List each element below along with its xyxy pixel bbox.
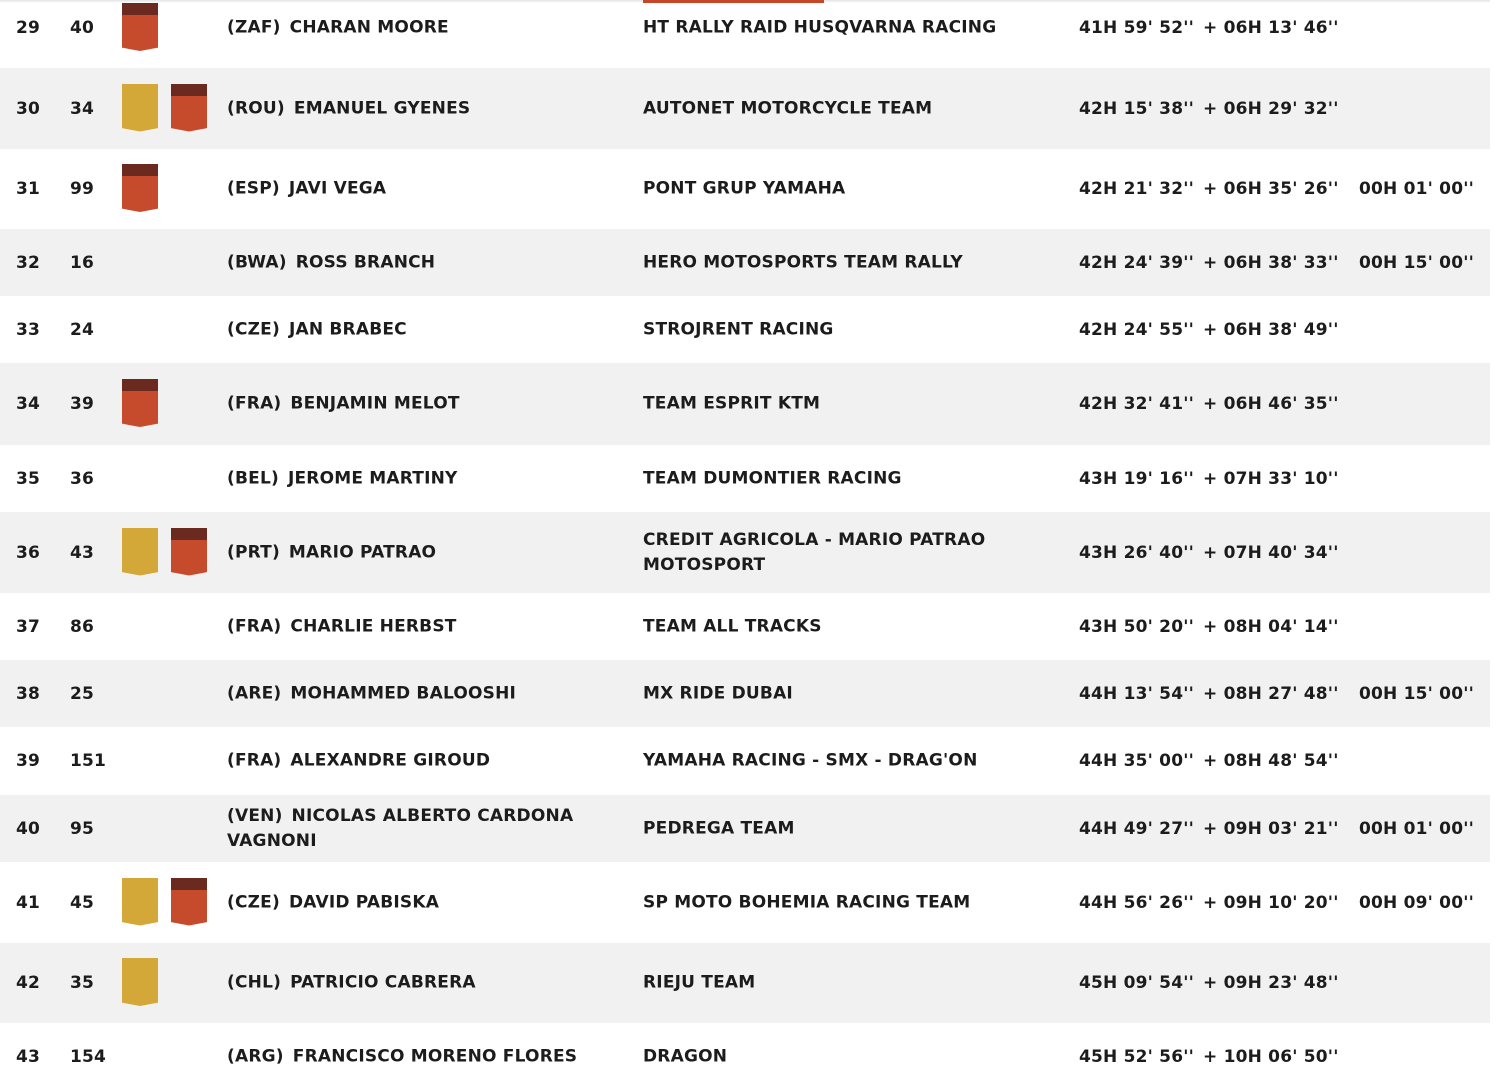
total-time-cell: 45H 52' 56'' (1079, 1046, 1195, 1067)
position-cell: 36 (16, 542, 41, 563)
red-flag-icon (122, 164, 158, 212)
rider-name[interactable]: JAN BRABEC (288, 319, 407, 339)
position-cell: 43 (16, 1046, 41, 1067)
total-time-cell: 42H 32' 41'' (1079, 394, 1195, 414)
position-cell: 42 (16, 973, 41, 993)
bib-number-cell: 36 (70, 468, 95, 489)
total-time-cell: 44H 49' 27'' (1079, 818, 1195, 839)
nationality-code: (FRA) (227, 616, 282, 636)
bib-number-cell: 154 (70, 1046, 107, 1067)
position-cell: 32 (16, 252, 41, 273)
bib-number-cell: 25 (70, 683, 95, 704)
total-time-cell: 41H 59' 52'' (1079, 18, 1195, 38)
rider-cell[interactable] (227, 890, 607, 915)
active-tab-indicator (643, 0, 824, 3)
gold-flag-icon (122, 878, 158, 926)
gap-cell: + 07H 40' 34'' (1203, 542, 1339, 563)
table-row[interactable] (0, 795, 1490, 862)
badges-cell (122, 305, 212, 355)
team-cell: HT RALLY RAID HUSQVARNA RACING (643, 17, 997, 38)
gap-cell: + 06H 35' 26'' (1203, 179, 1339, 199)
penalty-cell: 00H 01' 00'' (1359, 818, 1475, 839)
gold-flag-icon (122, 84, 158, 132)
gap-cell: + 06H 29' 32'' (1203, 98, 1339, 119)
rider-cell[interactable] (227, 1044, 607, 1069)
position-cell: 40 (16, 818, 41, 839)
gap-cell: + 10H 06' 50'' (1203, 1046, 1339, 1067)
bib-number-cell: 95 (70, 818, 95, 839)
badges-cell (122, 164, 212, 214)
team-cell: STROJRENT RACING (643, 319, 834, 339)
rider-name[interactable]: PATRICIO CABRERA (290, 972, 476, 993)
table-row[interactable] (0, 862, 1490, 943)
rider-cell[interactable] (227, 971, 607, 996)
rider-name[interactable]: ALEXANDRE GIROUD (290, 750, 491, 771)
position-cell: 41 (16, 892, 41, 913)
position-cell: 30 (16, 98, 41, 119)
nationality-code: (BEL) (227, 468, 279, 488)
flag-band (122, 379, 158, 391)
gold-flag-icon (122, 958, 158, 1006)
penalty-cell: 00H 09' 00'' (1359, 892, 1475, 913)
rider-cell[interactable] (227, 317, 607, 342)
nationality-code: (ESP) (227, 178, 280, 199)
red-flag-icon (171, 84, 207, 132)
total-time-cell: 43H 19' 16'' (1079, 468, 1195, 489)
flag-band (171, 878, 207, 890)
position-cell: 34 (16, 394, 41, 414)
team-cell: YAMAHA RACING - SMX - DRAG'ON (643, 750, 978, 771)
nationality-code: (CZE) (227, 319, 280, 339)
team-cell: AUTONET MOTORCYCLE TEAM (643, 98, 933, 118)
total-time-cell: 42H 24' 55'' (1079, 319, 1195, 340)
team-cell: TEAM ALL TRACKS (643, 616, 822, 636)
nationality-code: (ARG) (227, 1046, 284, 1066)
rider-cell[interactable] (227, 250, 607, 275)
team-cell: TEAM DUMONTIER RACING (643, 468, 902, 488)
rider-cell[interactable] (227, 96, 607, 121)
team-cell: DRAGON (643, 1046, 728, 1066)
rider-cell[interactable] (227, 466, 607, 491)
team-cell: SP MOTO BOHEMIA RACING TEAM (643, 892, 971, 912)
red-flag-icon (171, 878, 207, 926)
rider-name[interactable]: CHARLIE HERBST (290, 616, 457, 636)
table-row[interactable] (0, 0, 1490, 68)
table-row[interactable] (0, 363, 1490, 445)
badges-cell (122, 3, 212, 53)
position-cell: 37 (16, 616, 41, 637)
gap-cell: + 07H 33' 10'' (1203, 468, 1339, 489)
total-time-cell: 44H 56' 26'' (1079, 892, 1195, 913)
flag-band (171, 528, 207, 540)
badges-cell (122, 379, 212, 429)
nationality-code: (ZAF) (227, 17, 281, 38)
badges-cell (122, 958, 212, 1008)
gap-cell: + 06H 38' 49'' (1203, 319, 1339, 340)
badges-cell (122, 736, 212, 786)
gap-cell: + 06H 38' 33'' (1203, 252, 1339, 273)
team-cell: RIEJU TEAM (643, 972, 756, 993)
rider-cell[interactable] (227, 681, 607, 706)
table-row[interactable] (0, 149, 1490, 229)
position-cell: 33 (16, 319, 41, 340)
rider-cell[interactable] (227, 392, 607, 417)
bib-number-cell: 39 (70, 394, 95, 414)
nationality-code: (CHL) (227, 972, 282, 993)
rider-cell[interactable] (227, 16, 607, 41)
gap-cell: + 08H 04' 14'' (1203, 616, 1339, 637)
rider-cell[interactable] (227, 614, 607, 639)
penalty-cell: 00H 15' 00'' (1359, 252, 1475, 273)
badges-cell (122, 238, 212, 288)
badges-cell (122, 528, 212, 578)
rider-name[interactable]: MOHAMMED BALOOSHI (290, 683, 517, 703)
gold-flag-icon (122, 528, 158, 576)
bib-number-cell: 40 (70, 18, 95, 38)
nationality-code: (VEN) (227, 805, 283, 826)
badges-cell (122, 602, 212, 652)
gap-cell: + 09H 23' 48'' (1203, 973, 1339, 993)
table-row[interactable] (0, 512, 1490, 593)
rider-cell[interactable] (227, 804, 607, 854)
nationality-code: (ROU) (227, 98, 285, 118)
gap-cell: + 09H 03' 21'' (1203, 818, 1339, 839)
team-cell: CREDIT AGRICOLA - MARIO PATRAO MOTOSPORT (643, 529, 986, 575)
bib-number-cell: 34 (70, 98, 95, 119)
table-row[interactable] (0, 1023, 1490, 1077)
total-time-cell: 43H 26' 40'' (1079, 542, 1195, 563)
penalty-cell: 00H 01' 00'' (1359, 179, 1475, 199)
table-row[interactable] (0, 68, 1490, 149)
table-row[interactable] (0, 660, 1490, 727)
badges-cell (122, 1032, 212, 1077)
gap-cell: + 09H 10' 20'' (1203, 892, 1339, 913)
rider-name[interactable]: JEROME MARTINY (287, 468, 458, 488)
table-row[interactable] (0, 296, 1490, 363)
nationality-code: (CZE) (227, 892, 280, 912)
table-row[interactable] (0, 593, 1490, 660)
bib-number-cell: 35 (70, 973, 95, 993)
nationality-code: (FRA) (227, 393, 282, 414)
badges-cell (122, 804, 212, 854)
position-cell: 31 (16, 179, 41, 199)
total-time-cell: 45H 09' 54'' (1079, 973, 1195, 993)
nationality-code: (FRA) (227, 750, 282, 771)
total-time-cell: 44H 13' 54'' (1079, 683, 1195, 704)
rider-name[interactable]: CHARAN MOORE (289, 17, 449, 38)
penalty-cell: 00H 15' 00'' (1359, 683, 1475, 704)
bib-number-cell: 45 (70, 892, 95, 913)
total-time-cell: 43H 50' 20'' (1079, 616, 1195, 637)
red-flag-icon (122, 379, 158, 427)
gap-cell: + 08H 27' 48'' (1203, 683, 1339, 704)
gap-cell: + 06H 46' 35'' (1203, 394, 1339, 414)
red-flag-icon (122, 3, 158, 51)
position-cell: 38 (16, 683, 41, 704)
position-cell: 35 (16, 468, 41, 489)
team-cell: TEAM ESPRIT KTM (643, 393, 821, 414)
bib-number-cell: 151 (70, 751, 107, 771)
bib-number-cell: 99 (70, 179, 95, 199)
total-time-cell: 42H 21' 32'' (1079, 179, 1195, 199)
total-time-cell: 42H 15' 38'' (1079, 98, 1195, 119)
bib-number-cell: 43 (70, 542, 95, 563)
rider-name[interactable]: MARIO PATRAO (288, 542, 437, 562)
team-cell: HERO MOTOSPORTS TEAM RALLY (643, 252, 963, 272)
table-row[interactable] (0, 229, 1490, 296)
rider-name[interactable]: DAVID PABISKA (288, 892, 440, 912)
flag-band (122, 3, 158, 15)
rider-cell[interactable] (227, 177, 607, 202)
badges-cell (122, 84, 212, 134)
gap-cell: + 06H 13' 46'' (1203, 18, 1339, 38)
team-cell: PEDREGA TEAM (643, 818, 795, 838)
rider-name[interactable]: FRANCISCO MORENO FLORES (292, 1046, 578, 1066)
badges-cell (122, 454, 212, 504)
total-time-cell: 42H 24' 39'' (1079, 252, 1195, 273)
nationality-code: (BWA) (227, 252, 287, 272)
position-cell: 29 (16, 18, 41, 38)
team-cell: PONT GRUP YAMAHA (643, 178, 846, 199)
badges-cell (122, 878, 212, 928)
table-row[interactable] (0, 445, 1490, 512)
red-flag-icon (171, 528, 207, 576)
bib-number-cell: 86 (70, 616, 95, 637)
bib-number-cell: 24 (70, 319, 95, 340)
rider-cell[interactable] (227, 540, 607, 565)
table-row[interactable] (0, 727, 1490, 795)
rider-name[interactable]: NICOLAS ALBERTO CARDONA VAGNONI (227, 805, 574, 851)
bib-number-cell: 16 (70, 252, 95, 273)
table-row[interactable] (0, 943, 1490, 1023)
team-cell: MX RIDE DUBAI (643, 683, 793, 703)
rider-cell[interactable] (227, 749, 607, 774)
rider-name[interactable]: ROSS BRANCH (295, 252, 436, 272)
badges-cell (122, 669, 212, 719)
gap-cell: + 08H 48' 54'' (1203, 751, 1339, 771)
nationality-code: (ARE) (227, 683, 282, 703)
total-time-cell: 44H 35' 00'' (1079, 751, 1195, 771)
rider-name[interactable]: BENJAMIN MELOT (290, 393, 460, 414)
rider-name[interactable]: EMANUEL GYENES (293, 98, 471, 118)
flag-band (171, 84, 207, 96)
rider-name[interactable]: JAVI VEGA (288, 178, 387, 199)
nationality-code: (PRT) (227, 542, 280, 562)
position-cell: 39 (16, 751, 41, 771)
flag-band (122, 164, 158, 176)
